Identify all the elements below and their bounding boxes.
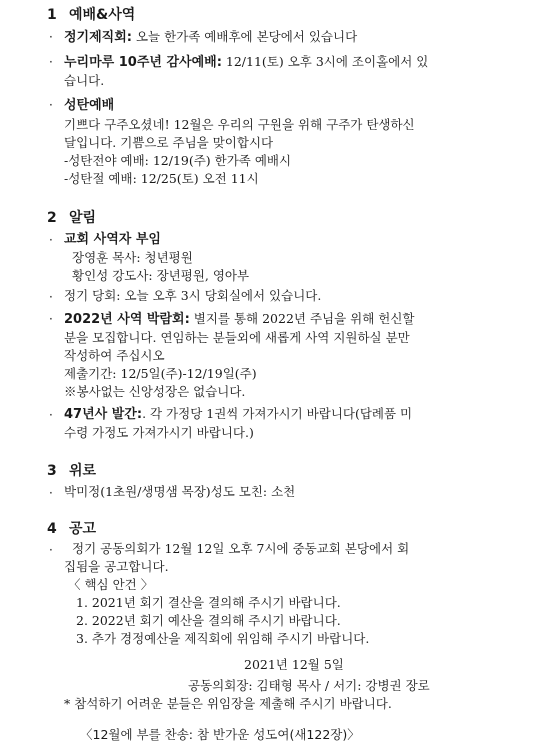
hymn-of-month: 〈12월에 부를 찬송: 참 반가운 성도여(새122장)〉	[80, 727, 360, 742]
item-lead: 정기제직회:	[64, 30, 132, 45]
item-line: 분을 모집합니다. 연임하는 분들외에 새롭게 사역 지원하실 분만	[64, 330, 410, 345]
agenda-title: 〈 핵심 안건 〉	[68, 577, 154, 592]
item-line: 달입니다. 기쁨으로 주님을 맞이합시다	[64, 135, 274, 150]
agenda-item: 1. 2021년 회기 결산을 결의해 주시기 바랍니다.	[76, 595, 341, 610]
item-line: 제출기간: 12/5일(주)-12/19일(주)	[64, 366, 257, 381]
bullet: ·	[49, 233, 53, 247]
announcement-date: 2021년 12월 5일	[244, 657, 344, 672]
section-heading-condolence	[47, 460, 96, 480]
section-title: 위로	[69, 463, 97, 479]
announcement-line: 집됨을 공고합니다.	[64, 559, 169, 574]
section-number: 1	[47, 7, 57, 23]
item-line: ※봉사없는 신앙성장은 없습니다.	[64, 384, 246, 399]
section-number: 3	[47, 463, 57, 479]
agenda-item: 2. 2022년 회기 예산을 결의해 주시기 바랍니다.	[76, 613, 341, 628]
bullet: ·	[49, 30, 53, 44]
item-lead: 47년사 발간:	[64, 407, 143, 422]
item-line: 수령 가정도 가져가시기 바랍니다.)	[64, 425, 254, 440]
item-lead: 누리마루 10주년 감사예배:	[64, 55, 222, 70]
section-number: 4	[47, 521, 57, 537]
item-lead: 교회 사역자 부임	[64, 232, 161, 247]
item-line: 기쁘다 구주오셨네! 12월은 우리의 구원을 위해 구주가 탄생하신	[64, 117, 415, 132]
bullet: ·	[49, 486, 53, 500]
item-line: -성탄절 예배: 12/25(토) 오전 11시	[64, 171, 259, 186]
announcement-note: * 참석하기 어려운 분들은 위임장을 제출해 주시기 바랍니다.	[64, 696, 392, 711]
list-item	[64, 53, 428, 72]
list-item	[64, 96, 114, 115]
section-title: 알림	[69, 210, 97, 226]
section-title: 공고	[69, 521, 97, 537]
list-item	[64, 28, 357, 47]
bullet: ·	[49, 55, 53, 69]
item-line: -성탄전야 예배: 12/19(주) 한가족 예배시	[64, 153, 292, 168]
announcement-line: 정기 공동의회가 12월 12일 오후 7시에 중동교회 본당에서 회	[72, 541, 410, 556]
item-line: 장영훈 목사: 청년평원	[72, 250, 193, 265]
bullet: ·	[49, 312, 53, 326]
section-title: 예배&사역	[69, 7, 136, 23]
section-heading-notices	[47, 207, 96, 227]
section-heading-announcement	[47, 518, 96, 538]
section-heading-worship	[47, 4, 135, 24]
announcement-signature: 공동의회장: 김태형 목사 / 서기: 강병권 장로	[188, 678, 430, 693]
item-lead: 성탄예배	[64, 98, 115, 113]
list-item	[64, 405, 412, 424]
item-text: . 각 가정당 1권씩 가져가시기 바랍니다(답례품 미	[142, 406, 413, 421]
bullet: ·	[49, 408, 53, 422]
section-number: 2	[47, 210, 57, 226]
agenda-item: 3. 추가 경정예산을 제직회에 위임해 주시기 바랍니다.	[76, 631, 370, 646]
bullet: ·	[49, 290, 53, 304]
list-item	[64, 230, 161, 249]
bullet: ·	[49, 543, 53, 557]
list-item: 박미정(1초원/생명샘 목장)성도 모친: 소천	[64, 484, 296, 499]
item-line: 황인성 강도사: 장년평원, 영아부	[72, 268, 250, 283]
bullet: ·	[49, 98, 53, 112]
item-text: 오늘 한가족 예배후에 본당에서 있습니다	[135, 29, 358, 44]
item-text: 12/11(토) 오후 3시에 조이홀에서 있	[225, 54, 429, 69]
item-text: 별지를 통해 2022년 주님을 위해 헌신할	[193, 311, 415, 326]
list-item	[64, 310, 415, 329]
item-lead: 2022년 사역 박람회:	[64, 312, 190, 327]
item-continuation: 습니다.	[64, 73, 105, 88]
list-item: 정기 당회: 오늘 오후 3시 당회실에서 있습니다.	[64, 288, 322, 303]
item-line: 작성하여 주십시오	[64, 348, 165, 363]
